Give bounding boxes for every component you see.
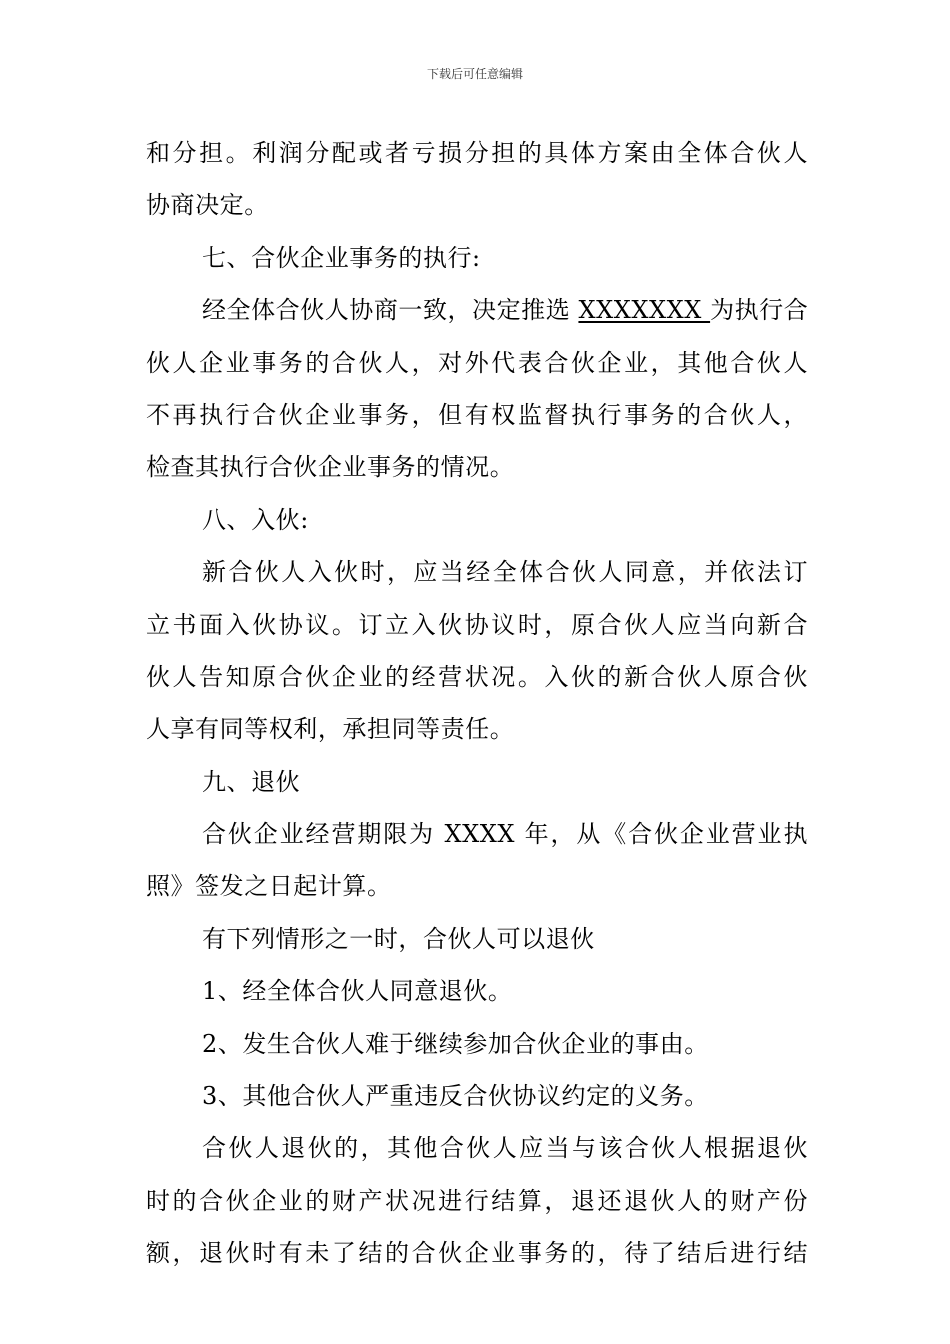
paragraph-line xyxy=(146,284,808,336)
list-item: 2、发生合伙人难于继续参加合伙企业的事由。 xyxy=(202,1029,709,1058)
paragraph-line: 立书面入伙协议。订立入伙协议时，原合伙人应当向新合 xyxy=(146,610,808,639)
page-header: 下载后可任意编辑 xyxy=(426,67,523,81)
paragraph-line: 检查其执行合伙企业事务的情况。 xyxy=(146,453,515,482)
line-text-before: 经全体合伙人协商一致，决定推选 xyxy=(202,296,579,325)
line-text-after: 为执行合 xyxy=(710,296,809,325)
section-heading: 七、合伙企业事务的执行: xyxy=(202,243,481,272)
section-heading: 九、退伙 xyxy=(202,767,301,796)
paragraph-line: 人享有同等权利，承担同等责任。 xyxy=(146,715,515,744)
paragraph-line: 合伙人退伙的，其他合伙人应当与该合伙人根据退伙 xyxy=(202,1134,808,1163)
paragraph-line: 额，退伙时有未了结的合伙企业事务的，待了结后进行结 xyxy=(146,1239,808,1268)
paragraph-line: 伙人告知原合伙企业的经营状况。入伙的新合伙人原合伙 xyxy=(146,662,808,691)
list-item: 3、其他合伙人严重违反合伙协议约定的义务。 xyxy=(202,1082,709,1111)
paragraph-line: 伙人企业事务的合伙人，对外代表合伙企业，其他合伙人 xyxy=(146,348,808,377)
paragraph-line: 有下列情形之一时，合伙人可以退伙 xyxy=(202,924,595,953)
paragraph-line: 合伙企业经营期限为 XXXX 年，从《合伙企业营业执 xyxy=(202,820,808,849)
underlined-placeholder: XXXXXXX xyxy=(578,296,711,325)
paragraph-line: 不再执行合伙企业事务，但有权监督执行事务的合伙人， xyxy=(146,400,808,429)
paragraph-line: 和分担。利润分配或者亏损分担的具体方案由全体合伙人 xyxy=(146,139,808,167)
list-item: 1、经全体合伙人同意退伙。 xyxy=(202,977,513,1006)
section-heading: 八、入伙: xyxy=(202,505,309,534)
document-body xyxy=(146,127,808,1280)
paragraph-line: 照》签发之日起计算。 xyxy=(146,872,392,901)
paragraph-line: 新合伙人入伙时，应当经全体合伙人同意，并依法订 xyxy=(202,558,808,587)
paragraph-line: 时的合伙企业的财产状况进行结算，退还退伙人的财产份 xyxy=(146,1186,808,1215)
paragraph-line: 协商决定。 xyxy=(146,191,269,220)
